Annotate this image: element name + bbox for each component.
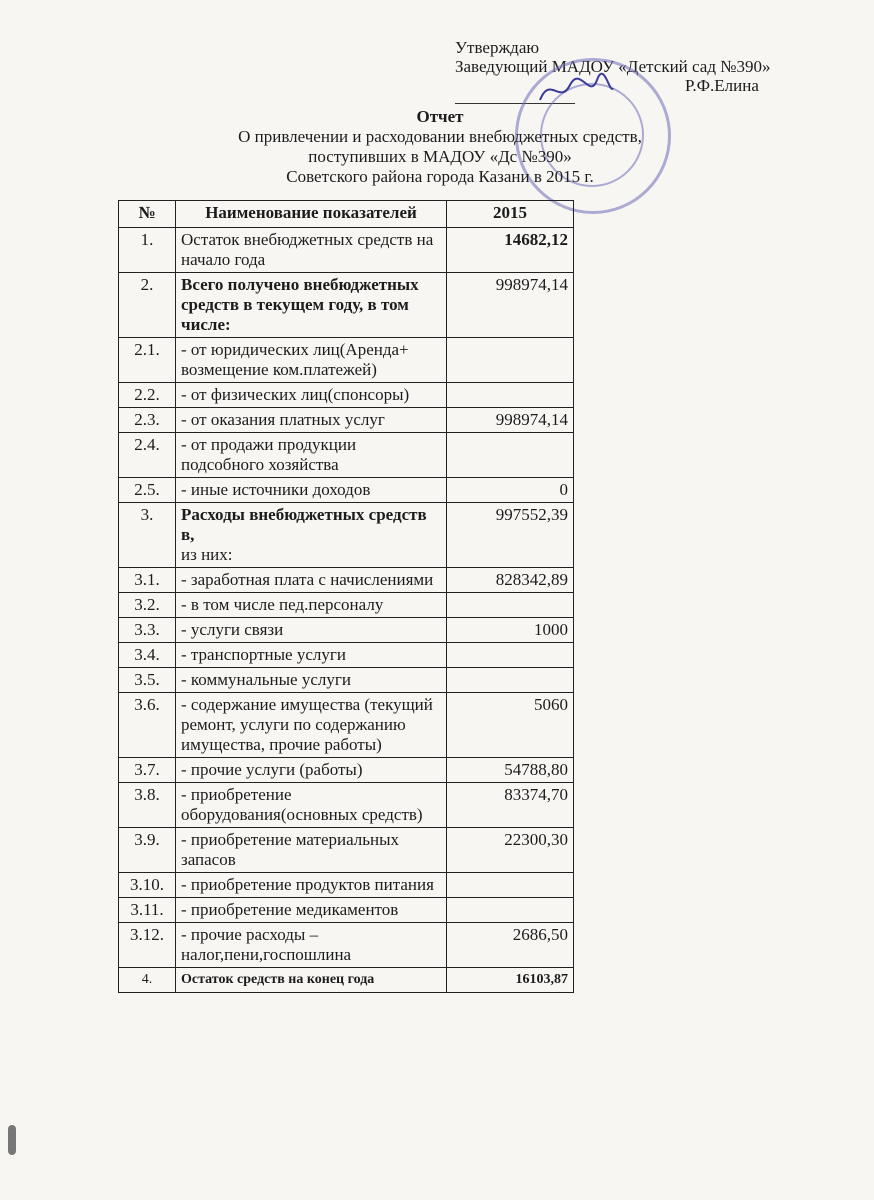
table-row — [119, 693, 574, 758]
row-value: 2686,50 — [447, 923, 574, 968]
row-number: 3.8. — [119, 783, 176, 828]
row-number: 3.3. — [119, 618, 176, 643]
table-row — [119, 668, 574, 693]
table-row — [119, 968, 574, 993]
table-row — [119, 273, 574, 338]
row-value — [447, 593, 574, 618]
row-value: 16103,87 — [447, 968, 574, 993]
row-number: 2. — [119, 273, 176, 338]
table-row — [119, 618, 574, 643]
row-number: 3.9. — [119, 828, 176, 873]
row-number: 2.4. — [119, 433, 176, 478]
row-number: 2.5. — [119, 478, 176, 503]
row-name: Остаток внебюджетных средств на начало года — [176, 228, 447, 273]
table-row — [119, 383, 574, 408]
handwritten-signature — [535, 70, 615, 110]
row-name: - от оказания платных услуг — [176, 408, 447, 433]
row-value: 22300,30 — [447, 828, 574, 873]
table-row — [119, 758, 574, 783]
table-row — [119, 593, 574, 618]
row-value: 5060 — [447, 693, 574, 758]
row-value: 14682,12 — [447, 228, 574, 273]
row-name: - приобретение продуктов питания — [176, 873, 447, 898]
row-value: 998974,14 — [447, 273, 574, 338]
row-name: - от юридических лиц(Аренда+ возмещение ком.платежей) — [176, 338, 447, 383]
table-row — [119, 433, 574, 478]
table-row — [119, 828, 574, 873]
table-row — [119, 923, 574, 968]
row-name: - транспортные услуги — [176, 643, 447, 668]
row-value — [447, 433, 574, 478]
row-number: 3. — [119, 503, 176, 568]
row-number: 2.1. — [119, 338, 176, 383]
row-value: 83374,70 — [447, 783, 574, 828]
table-row — [119, 338, 574, 383]
row-name: - прочие услуги (работы) — [176, 758, 447, 783]
row-number: 2.2. — [119, 383, 176, 408]
table-row — [119, 408, 574, 433]
row-name: - иные источники доходов — [176, 478, 447, 503]
table-row — [119, 503, 574, 568]
report-subtitle-3: Советского района города Казани в 2015 г. — [286, 167, 594, 186]
approver-position: Заведующий МАДОУ «Детский сад №390» — [455, 57, 771, 76]
table-header-row — [119, 201, 574, 228]
row-number: 3.12. — [119, 923, 176, 968]
row-number: 3.1. — [119, 568, 176, 593]
row-name: - приобретение материальных запасов — [176, 828, 447, 873]
row-value: 998974,14 — [447, 408, 574, 433]
row-number: 3.6. — [119, 693, 176, 758]
header-indicator: Наименование показателей — [176, 201, 447, 228]
row-value: 997552,39 — [447, 503, 574, 568]
report-heading: Отчет — [416, 107, 464, 126]
table-row — [119, 228, 574, 273]
row-number: 3.11. — [119, 898, 176, 923]
row-name: - приобретение оборудования(основных средств) — [176, 783, 447, 828]
row-number: 3.4. — [119, 643, 176, 668]
row-value — [447, 338, 574, 383]
row-value — [447, 668, 574, 693]
row-name: - коммунальные услуги — [176, 668, 447, 693]
row-name: - от физических лиц(спонсоры) — [176, 383, 447, 408]
row-name: Остаток средств на конец года — [176, 968, 447, 993]
row-value: 1000 — [447, 618, 574, 643]
row-number: 3.2. — [119, 593, 176, 618]
row-name: - содержание имущества (текущий ремонт, услуги по содержанию имущества, прочие работы) — [176, 693, 447, 758]
report-subtitle-1: О привлечении и расходовании внебюджетных средств, — [238, 127, 642, 146]
row-name: - от продажи продукции подсобного хозяйства — [176, 433, 447, 478]
row-value — [447, 898, 574, 923]
header-year: 2015 — [447, 201, 574, 228]
row-value — [447, 383, 574, 408]
header-number: № — [119, 201, 176, 228]
report-table — [118, 200, 574, 993]
row-value: 54788,80 — [447, 758, 574, 783]
row-number: 3.10. — [119, 873, 176, 898]
table-row — [119, 898, 574, 923]
row-number: 3.7. — [119, 758, 176, 783]
row-name: Всего получено внебюджетных средств в текущем году, в том числе: — [176, 273, 447, 338]
row-name: - прочие расходы – налог,пени,госпошлина — [176, 923, 447, 968]
row-name-extra: из них: — [181, 545, 233, 564]
binder-hole — [8, 1125, 16, 1155]
row-name — [176, 503, 447, 568]
report-subtitle-2: поступивших в МАДОУ «Дс №390» — [308, 147, 572, 166]
table-row — [119, 643, 574, 668]
approval-label: Утверждаю — [455, 38, 540, 57]
row-value — [447, 643, 574, 668]
approver-name: Р.Ф.Елина — [685, 76, 759, 95]
row-value: 828342,89 — [447, 568, 574, 593]
row-name: - заработная плата с начислениями — [176, 568, 447, 593]
row-value: 0 — [447, 478, 574, 503]
row-name: - услуги связи — [176, 618, 447, 643]
table-row — [119, 568, 574, 593]
row-number: 1. — [119, 228, 176, 273]
row-name: - в том числе пед.персоналу — [176, 593, 447, 618]
report-title — [230, 107, 650, 187]
row-number: 4. — [119, 968, 176, 993]
row-name-main: Расходы внебюджетных средств в, — [181, 505, 427, 544]
table-row — [119, 478, 574, 503]
row-value — [447, 873, 574, 898]
row-name: - приобретение медикаментов — [176, 898, 447, 923]
row-number: 2.3. — [119, 408, 176, 433]
table-row — [119, 783, 574, 828]
table-row — [119, 873, 574, 898]
row-number: 3.5. — [119, 668, 176, 693]
